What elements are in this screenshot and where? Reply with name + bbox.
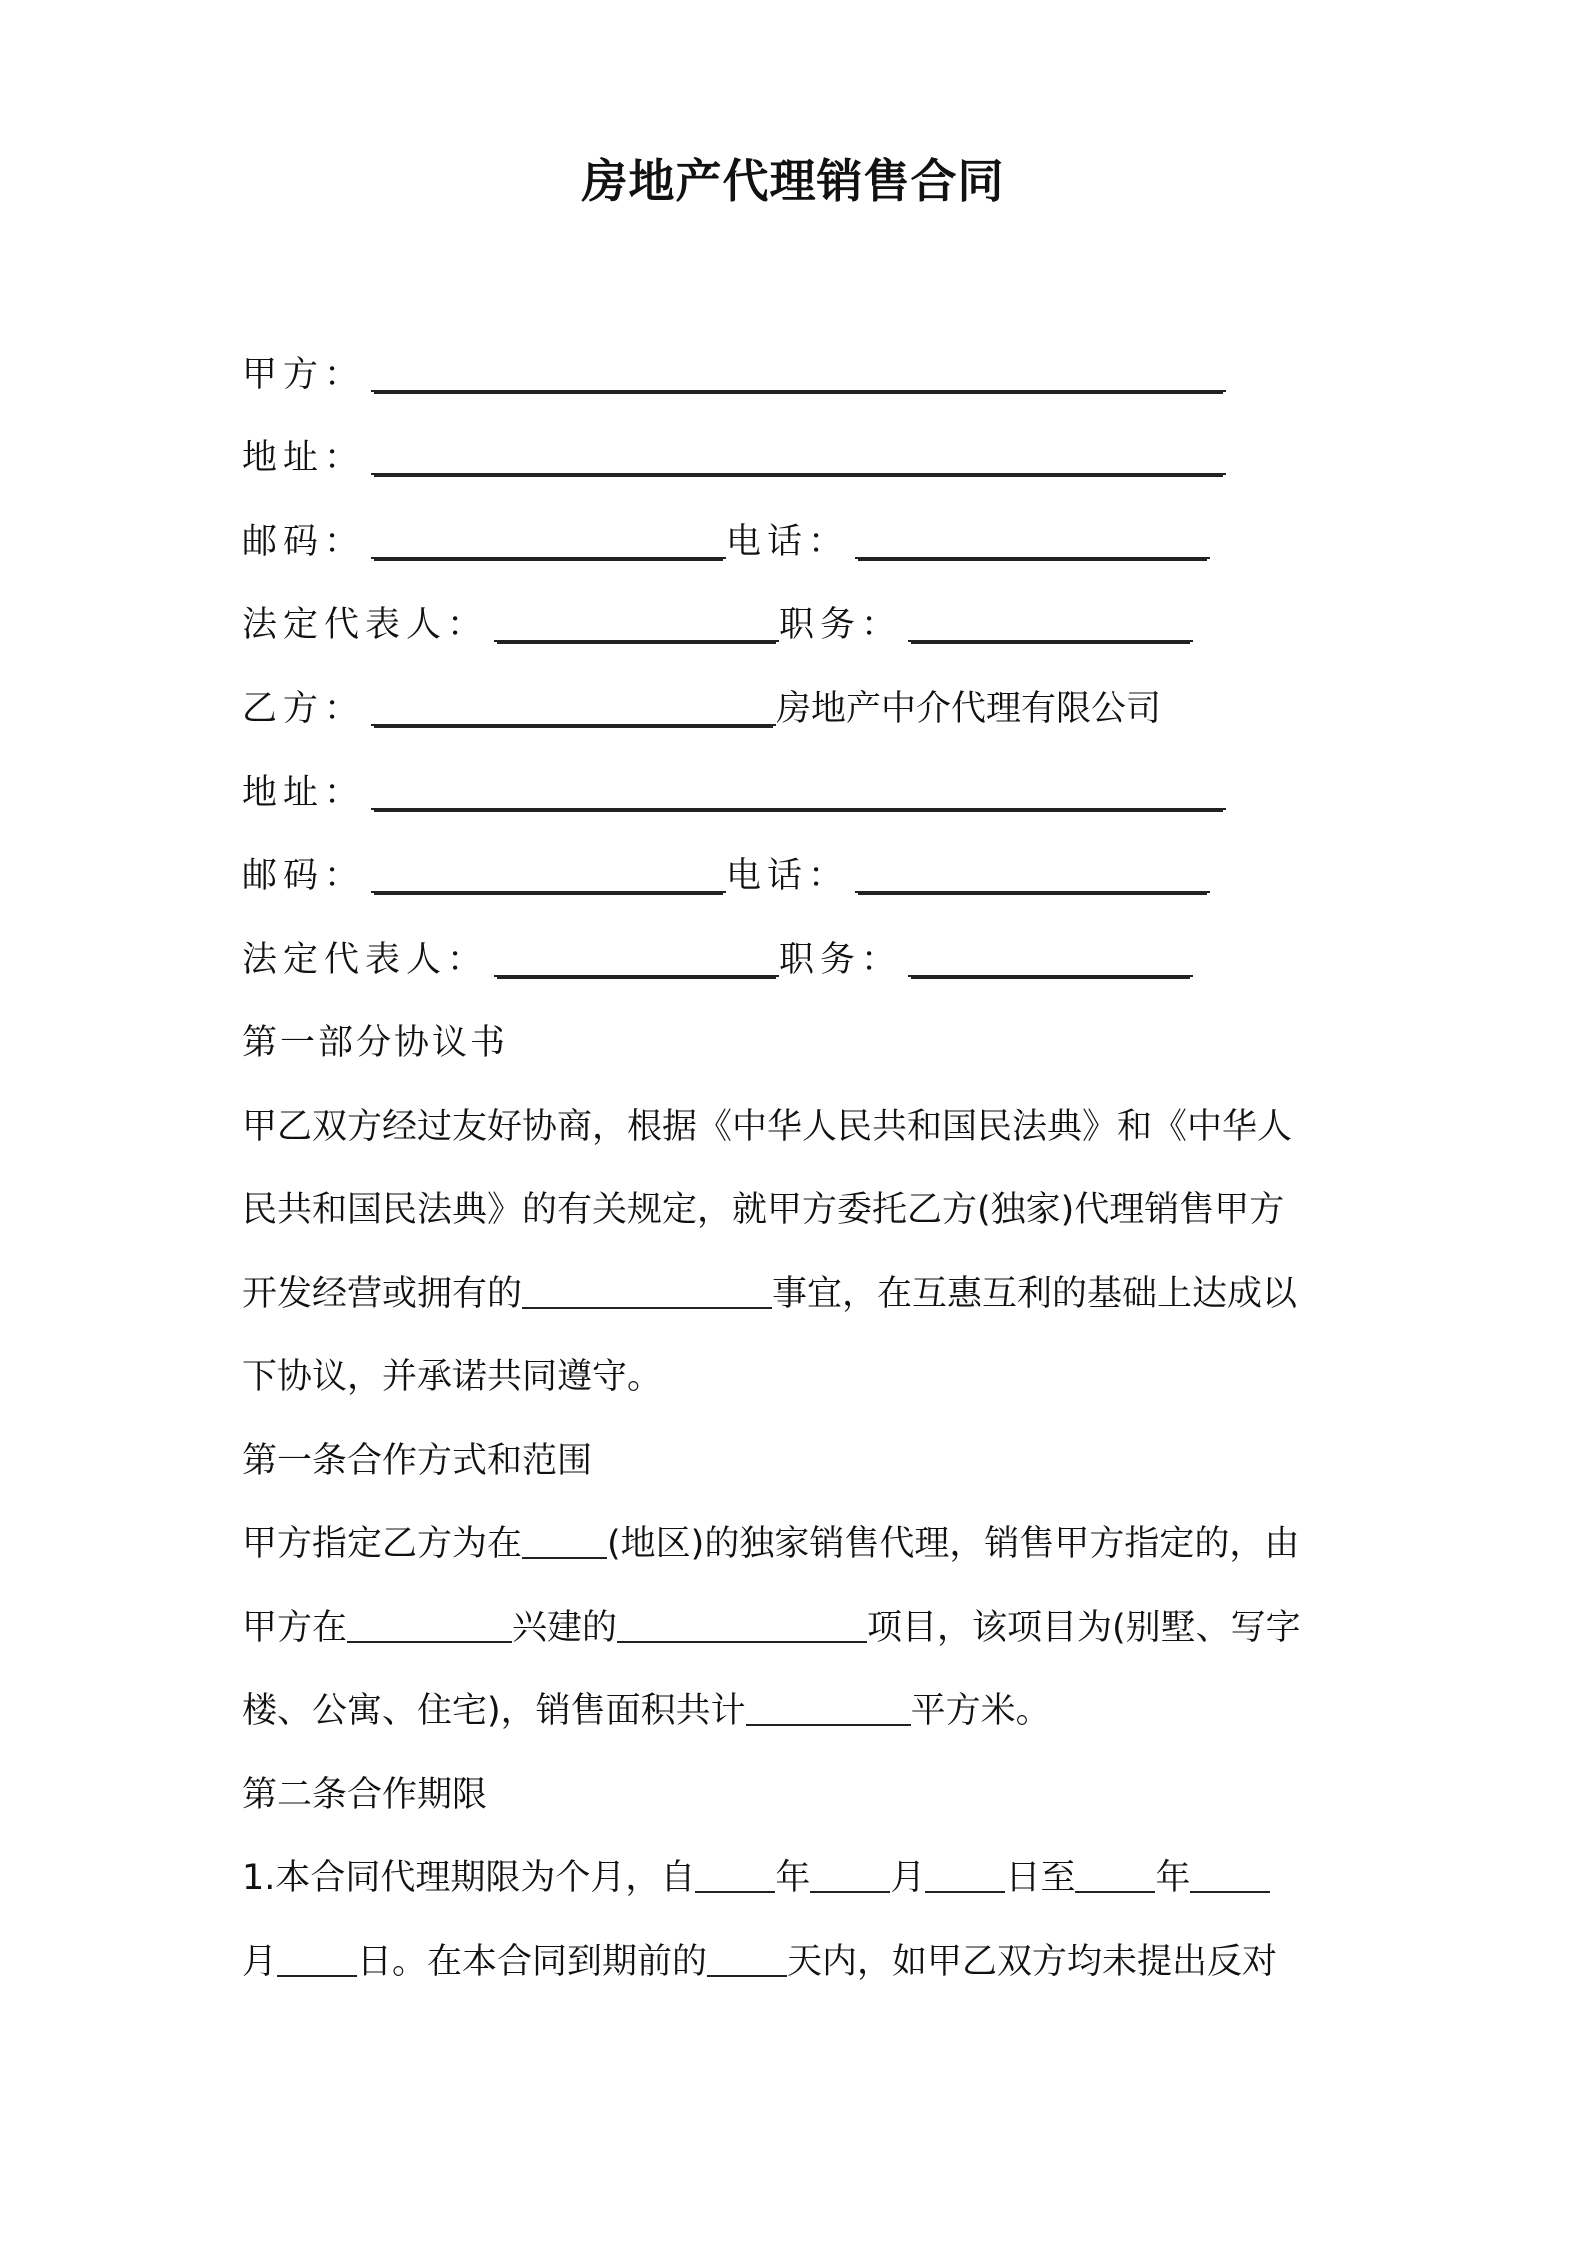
party-b-address-blank	[371, 774, 1226, 810]
article2-line-1c: 月	[890, 1858, 926, 1898]
area-blank	[746, 1694, 911, 1726]
party-b-contact-row	[242, 851, 1210, 901]
party-b-position-blank	[908, 941, 1193, 977]
project-blank	[617, 1611, 867, 1643]
article2-line-2c: 天内，如甲乙双方均未提出反对	[787, 1942, 1278, 1982]
article2-line-1e: 年	[1155, 1858, 1191, 1898]
party-a-rep-label: 法定代表人：	[242, 605, 489, 645]
end-year-blank	[1075, 1861, 1155, 1893]
party-a-postcode-label: 邮码：	[242, 522, 366, 562]
party-b-postcode-label: 邮码：	[242, 856, 366, 896]
start-year-blank	[695, 1861, 775, 1893]
article2-line-2a: 月	[242, 1942, 278, 1982]
notice-days-blank	[707, 1945, 787, 1977]
party-a-name-row	[242, 350, 1226, 400]
preamble-line-4: 下协议，并承诺共同遵守。	[242, 1357, 663, 1397]
party-b-name-suffix: 房地产中介代理有限公司	[776, 689, 1162, 729]
article2-line-1	[242, 1853, 1270, 1903]
property-blank	[522, 1277, 772, 1309]
party-b-name-blank	[371, 690, 776, 726]
article1-line-1	[242, 1519, 1299, 1569]
region-blank	[522, 1527, 607, 1559]
article2-line-1d: 日至	[1005, 1858, 1076, 1898]
party-b-address-label: 地址：	[242, 773, 366, 813]
party-b-postcode-blank	[371, 857, 726, 893]
part1-heading: 第一部分协议书	[242, 1023, 509, 1063]
location-blank	[347, 1611, 512, 1643]
article1-line-1b: (地区)的独家销售代理，销售甲方指定的，由	[607, 1524, 1300, 1564]
article2-line-1b: 年	[775, 1858, 811, 1898]
party-b-rep-label: 法定代表人：	[242, 940, 489, 980]
preamble-line-1: 甲乙双方经过友好协商，根据《中华人民共和国民法典》和《中华人	[242, 1107, 1293, 1147]
article1-heading: 第一条合作方式和范围	[242, 1441, 593, 1481]
party-a-name-label: 甲方：	[242, 355, 366, 395]
party-b-name-label: 乙方：	[242, 689, 366, 729]
end-day-blank	[277, 1945, 357, 1977]
article1-line-2b: 兴建的	[512, 1608, 618, 1648]
party-a-address-blank	[371, 439, 1226, 475]
article2-heading: 第二条合作期限	[242, 1775, 488, 1815]
party-a-contact-row	[242, 517, 1210, 567]
preamble-line-3a: 开发经营或拥有的	[242, 1274, 523, 1314]
document-title: 房地产代理销售合同	[581, 154, 1005, 208]
party-a-rep-blank	[494, 606, 779, 642]
party-a-postcode-blank	[371, 523, 726, 559]
article1-line-3	[242, 1686, 1051, 1736]
party-a-position-blank	[908, 606, 1193, 642]
party-b-name-row	[242, 684, 1161, 734]
party-a-position-label: 职务：	[779, 605, 903, 645]
party-a-name-blank	[371, 356, 1226, 392]
party-a-address-label: 地址：	[242, 438, 366, 478]
preamble-line-3	[242, 1269, 1297, 1319]
party-a-phone-blank	[855, 523, 1210, 559]
article2-line-2b: 日。在本合同到期前的	[357, 1942, 708, 1982]
start-day-blank	[925, 1861, 1005, 1893]
party-b-address-row	[242, 768, 1226, 818]
article1-line-2a: 甲方在	[242, 1608, 348, 1648]
end-month-blank	[1190, 1861, 1270, 1893]
article1-line-3b: 平方米。	[910, 1691, 1051, 1731]
party-b-phone-label: 电话：	[726, 856, 850, 896]
party-b-rep-row	[242, 935, 1193, 985]
start-month-blank	[810, 1861, 890, 1893]
party-b-rep-blank	[494, 941, 779, 977]
party-a-rep-row	[242, 600, 1193, 650]
article1-line-1a: 甲方指定乙方为在	[242, 1524, 523, 1564]
article2-line-2	[242, 1937, 1277, 1987]
article2-line-1a: 1.本合同代理期限为个月，自	[242, 1858, 696, 1898]
article1-line-3a: 楼、公寓、住宅)，销售面积共计	[242, 1691, 746, 1731]
preamble-line-3b: 事宜，在互惠互利的基础上达成以	[772, 1274, 1298, 1314]
preamble-line-2: 民共和国民法典》的有关规定，就甲方委托乙方(独家)代理销售甲方	[242, 1190, 1285, 1230]
article1-line-2	[242, 1603, 1301, 1653]
party-a-address-row	[242, 433, 1226, 483]
party-a-phone-label: 电话：	[726, 522, 850, 562]
party-b-position-label: 职务：	[779, 940, 903, 980]
party-b-phone-blank	[855, 857, 1210, 893]
article1-line-2c: 项目，该项目为(别墅、写字	[867, 1608, 1301, 1648]
